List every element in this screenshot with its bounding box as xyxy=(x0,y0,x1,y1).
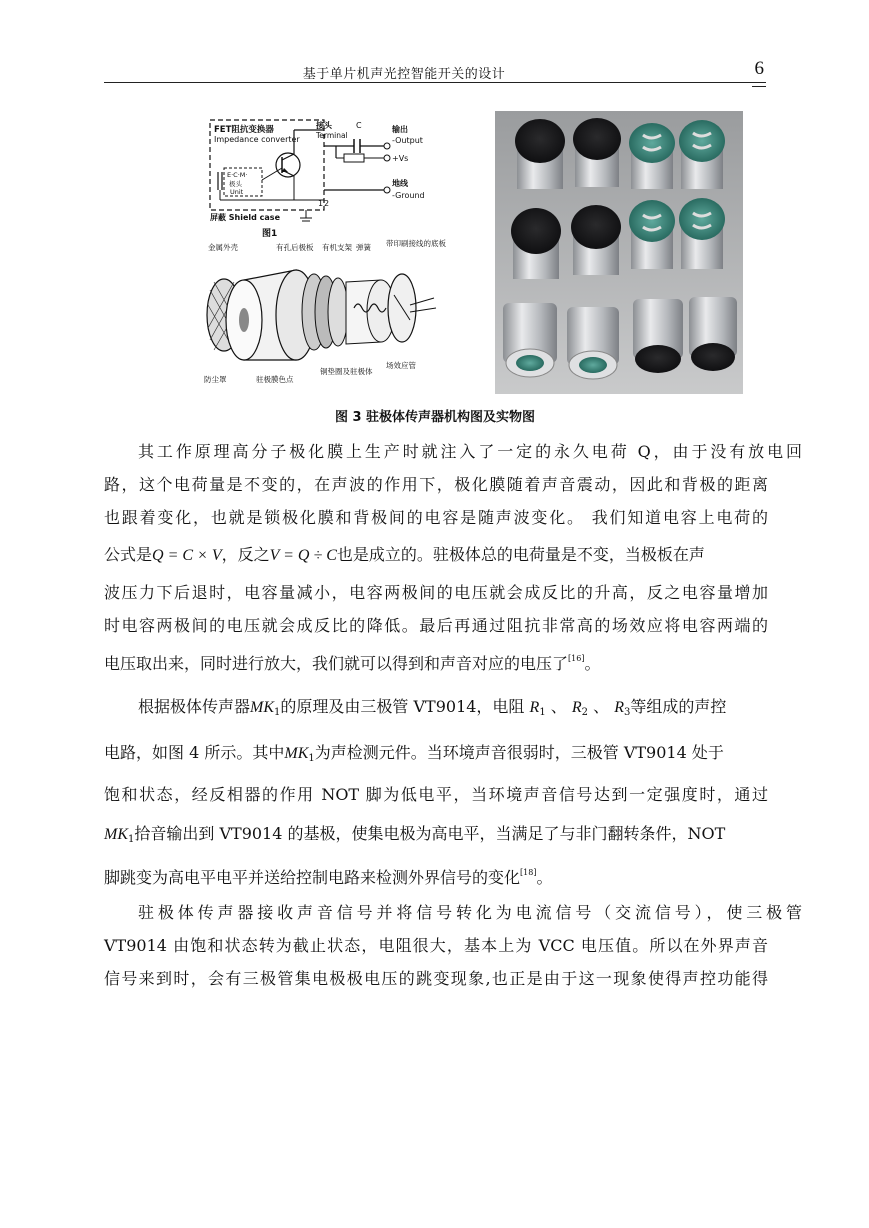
r2-subscript: 2 xyxy=(581,707,589,718)
mk1-symbol-3: MK xyxy=(104,826,128,843)
terminal-cn-label: 接头 xyxy=(316,121,332,130)
paragraph-2-line-2 xyxy=(104,741,768,765)
running-title: 基于单片机声光控智能开关的设计 xyxy=(302,67,506,82)
unit-cn-label: 极头 xyxy=(229,180,242,188)
paragraph-3-line-3: 信号来到时，会有三极管集电极极电压的跳变现象,也正是由于这一现象使得声控功能得 xyxy=(104,969,768,988)
header-rule xyxy=(104,82,766,83)
paragraph-2-line-4 xyxy=(104,822,768,846)
paragraph-1-line-3: 也跟着变化，也就是锁极化膜和背极间的电容是随声波变化。 我们知道电容上电荷的 xyxy=(104,508,768,527)
formula-tail: 也是成立的。驻极体总的电荷量是不变，当极板在声 xyxy=(336,545,705,564)
paragraph-1-line-1: 其工作原理高分子极化膜上生产时就注入了一定的永久电荷 Q，由于没有放电回 xyxy=(138,442,802,461)
paragraph-1-line-7 xyxy=(104,647,768,671)
label-spacer: 铜垫圈及驻极体 xyxy=(320,367,373,376)
page-header xyxy=(104,58,766,84)
mk1-symbol-2: MK xyxy=(284,745,309,762)
formula-v-equals-q-div-c: V = Q ÷ C xyxy=(269,547,337,564)
label-spring: 弹簧 xyxy=(356,243,371,252)
r1-subscript: 1 xyxy=(539,707,546,718)
r3-subscript: 3 xyxy=(624,707,631,718)
vs-label: +Vs xyxy=(392,154,409,163)
r1-symbol: R xyxy=(529,699,540,716)
mk1-subscript-3: 1 xyxy=(128,834,135,845)
paragraph-1-last-text: 电压取出来，同时进行放大，我们就可以得到和声音对应的电压了 xyxy=(104,654,569,673)
formula-q-equals-cv: Q = C × V xyxy=(152,547,222,564)
shield-label: 屏蔽 Shield case xyxy=(210,213,280,222)
separator-1: 、 xyxy=(550,697,567,716)
paragraph-1-line-5: 波压力下后退时，电容量减小，电容两极间的电压就会成反比的升高，反之电容量增加 xyxy=(104,583,768,602)
mk1-subscript-2: 1 xyxy=(308,753,315,764)
citation-16: [16] xyxy=(568,654,585,663)
paragraph-2-line-3: 饱和状态，经反相器的作用 NOT 脚为低电平，当环境声音信号达到一定强度时，通过 xyxy=(104,785,768,804)
page-number: 6 xyxy=(754,58,764,79)
paragraph-3-line-1: 驻极体传声器接收声音信号并将信号转化为电流信号（交流信号），使三极管 xyxy=(138,903,802,922)
paragraph-1-formula-line xyxy=(104,543,768,567)
formula-lead: 公式是 xyxy=(104,545,153,564)
mk1-subscript: 1 xyxy=(274,707,281,718)
r2-symbol: R xyxy=(571,699,582,716)
pin-2-label: 2 xyxy=(324,199,330,208)
ecm-label: E·C·M· xyxy=(227,171,248,179)
formula-mid: ，反之 xyxy=(221,545,270,564)
label-metal-shell: 金属外壳 xyxy=(208,243,238,252)
label-dust-cover: 防尘罩 xyxy=(204,375,227,384)
paragraph-2-line-1 xyxy=(104,695,802,719)
figure-caption: 图 3 驻极体传声器机构图及实物图 xyxy=(334,410,536,425)
paragraph-1-end-mark: 。 xyxy=(584,654,601,673)
unit-en-label: Unit xyxy=(230,188,244,196)
paragraph-2-line-5 xyxy=(104,861,768,885)
label-pcb: 带印刷接线的底板 xyxy=(386,239,446,248)
p2-line4-b: 拾音输出到 VT9014 的基极，使集电极为高电平，当满足了与非门翻转条件，NOT xyxy=(134,824,726,843)
paragraph-3-line-2: VT9014 由饱和状态转为截止状态，电阻很大，基本上为 VCC 电压值。所以在外界声音 xyxy=(104,936,768,955)
p2-line5-end: 。 xyxy=(536,868,553,887)
ground-en-label: -Ground xyxy=(392,191,425,200)
page-number-underline xyxy=(752,86,766,87)
fet-label: FET阻抗变换器 xyxy=(214,125,274,135)
p2-text-c: 等组成的声控 xyxy=(630,697,727,716)
microphone-structure-figure xyxy=(196,110,488,400)
output-en-label: -Output xyxy=(392,136,423,145)
p2-line5-text: 脚跳变为高电平电平并送给控制电路来检测外界信号的变化 xyxy=(104,868,521,887)
figure-1-label: 图1 xyxy=(262,229,278,239)
p2-text-a: 根据极体传声器 xyxy=(138,697,251,716)
mk1-symbol: MK xyxy=(250,699,275,716)
output-cn-label: 输出 xyxy=(392,125,408,134)
p2-line2-b: 为声检测元件。当环境声音很弱时，三极管 VT9014 处于 xyxy=(314,743,724,762)
fet-en-label: Impedance converter xyxy=(214,135,300,144)
p2-line2-a: 电路，如图 4 所示。其中 xyxy=(104,743,285,762)
paragraph-1-line-2: 路，这个电荷量是不变的，在声波的作用下，极化膜随着声音震动，因此和背极的距离 xyxy=(104,475,768,494)
p2-text-b: 的原理及由三极管 VT9014，电阻 xyxy=(280,697,525,716)
label-fet: 场效应管 xyxy=(386,361,416,370)
capacitor-label: C xyxy=(356,121,362,130)
r3-symbol: R xyxy=(614,699,625,716)
label-hole-plate: 有孔后极板 xyxy=(276,243,314,252)
label-diaphragm: 驻极膜色点 xyxy=(256,375,294,384)
separator-2: 、 xyxy=(593,697,610,716)
label-support: 有机支架 xyxy=(322,243,352,252)
microphone-photo xyxy=(495,111,743,394)
terminal-en-label: Terminal xyxy=(316,131,348,140)
pin-1-label: 1 xyxy=(318,199,324,208)
ground-cn-label: 地线 xyxy=(392,179,408,188)
paragraph-1-line-6: 时电容两极间的电压就会成反比的降低。最后再通过阻抗非常高的场效应将电容两端的 xyxy=(104,616,768,635)
citation-18: [18] xyxy=(520,868,537,877)
